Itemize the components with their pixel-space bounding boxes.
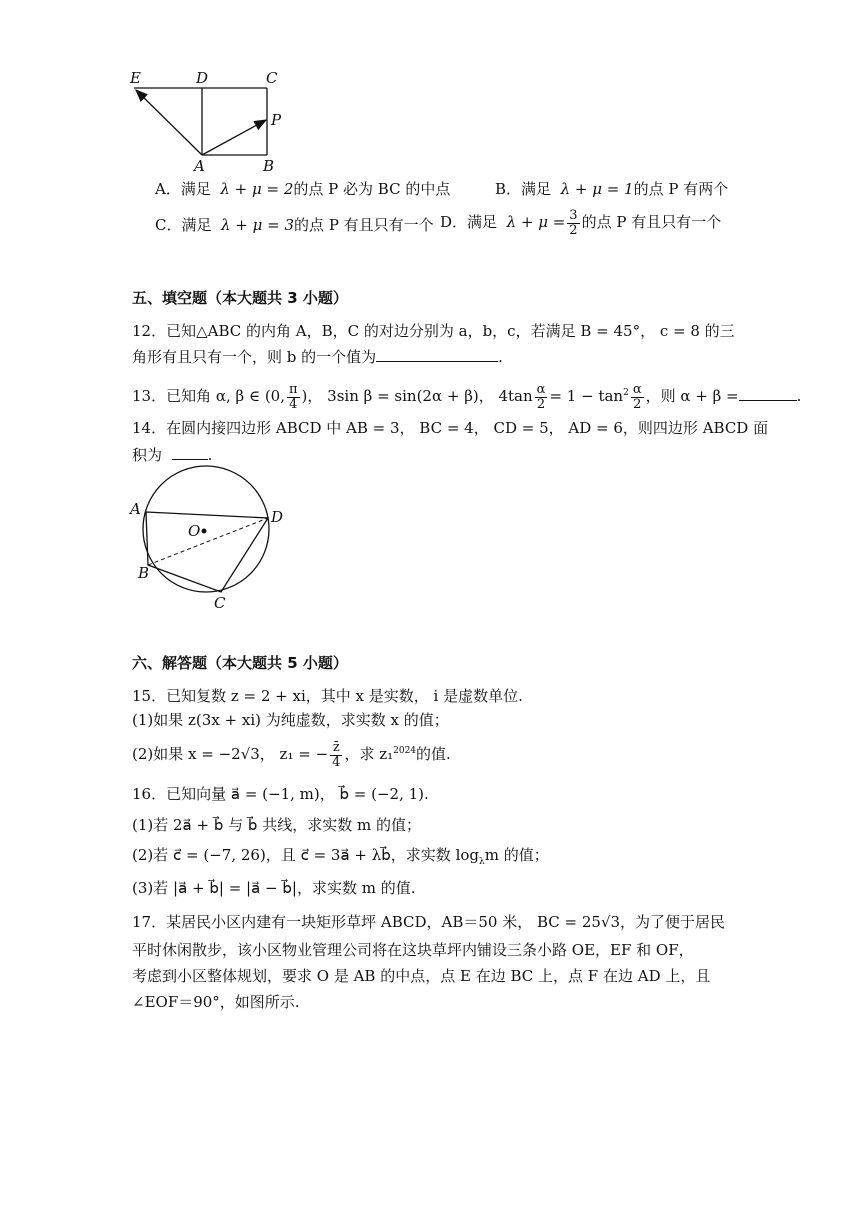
label-b: B bbox=[138, 564, 150, 582]
q16-line3: (2)若 c⃗ = (−7, 26)，且 c⃗ = 3a⃗ + λb⃗，求实数 $\log_\lambda m$ 的值； bbox=[132, 846, 549, 867]
cyclic-quadrilateral-figure bbox=[126, 464, 296, 614]
label-p: P bbox=[271, 111, 282, 129]
q15-line2: (1)如果 z(3x + xi) 为纯虚数，求实数 x 的值； bbox=[132, 711, 449, 729]
q11-option-a: A．满足 λ + μ = 2的点 P 必为 BC 的中点 bbox=[155, 180, 451, 198]
circumcircle bbox=[143, 466, 269, 592]
section-5-title: 五、填空题（本大题共 3 小题） bbox=[132, 289, 348, 307]
label-c: C bbox=[214, 594, 226, 612]
q16-line1: 16．已知向量 a⃗ = (−1, m)， b⃗ = (−2, 1). bbox=[132, 785, 429, 803]
label-b: B bbox=[263, 157, 275, 174]
vector-ap bbox=[202, 120, 266, 155]
label-a: A bbox=[130, 500, 141, 518]
q14-line1: 14．在圆内接四边形 ABCD 中 AB = 3， BC = 4， CD = 5， AD = 6，则四边形 ABCD 面 bbox=[132, 419, 769, 437]
answer-blank[interactable] bbox=[172, 443, 208, 460]
q12-line2: 角形有且只有一个，则 b 的一个值为 . bbox=[132, 345, 503, 367]
answer-blank[interactable] bbox=[739, 384, 797, 401]
label-d: D bbox=[271, 508, 284, 526]
q17-line1: 17．某居民小区内建有一块矩形草坪 ABCD，AB＝50 米， BC = 25√3，为了便于居民 bbox=[132, 913, 726, 931]
q16-line4: (3)若 |a⃗ + b⃗| = |a⃗ − b⃗|，求实数 m 的值. bbox=[132, 879, 416, 897]
label-o: O bbox=[188, 522, 201, 540]
q12-line1: 12．已知△ABC 的内角 A，B，C 的对边分别为 a，b，c，若满足 B = 45°， c = 8 的三 bbox=[132, 322, 735, 340]
label-c: C bbox=[266, 69, 278, 87]
q11-option-b: B．满足 λ + μ = 1的点 P 有两个 bbox=[495, 180, 729, 198]
q15-line1: 15．已知复数 z = 2 + xi，其中 x 是实数， i 是虚数单位. bbox=[132, 687, 523, 705]
label-d: D bbox=[196, 69, 209, 87]
q17-line2: 平时休闲散步，该小区物业管理公司将在这块草坪内铺设三条小路 OE，EF 和 OF， bbox=[132, 941, 694, 959]
label-e: E bbox=[130, 69, 141, 87]
vector-ae bbox=[136, 90, 202, 155]
vector-rectangle-figure bbox=[126, 68, 296, 174]
diagonal-bd bbox=[148, 518, 268, 565]
q14-line2: 积为 . bbox=[132, 443, 212, 465]
q16-line2: (1)若 2a⃗ + b⃗ 与 b⃗ 共线，求实数 m 的值； bbox=[132, 816, 421, 834]
center-dot bbox=[202, 529, 207, 534]
quadrilateral-abcd bbox=[146, 512, 268, 592]
q11-option-c: C．满足 λ + μ = 3的点 P 有且只有一个 bbox=[155, 216, 434, 234]
q11-option-d: D．满足 λ + μ = $\frac{3}{2}$ 的点 P 有且只有一个 bbox=[440, 207, 722, 238]
label-a: A bbox=[194, 157, 205, 174]
answer-blank[interactable] bbox=[376, 345, 498, 362]
section-6-title: 六、解答题（本大题共 5 小题） bbox=[132, 654, 348, 672]
q15-line3: (2)如果 x = −2√3， z₁ = − $\frac{z̄}{4}$ ，求 z₁$^{2024}$的值. bbox=[132, 739, 451, 770]
q17-line3: 考虑到小区整体规划，要求 O 是 AB 的中点，点 E 在边 BC 上，点 F 在边 AD 上，且 bbox=[132, 967, 711, 985]
q13: 13．已知角 α, β ∈ (0, $\frac{\pi}{4}$ )， 3sin β = sin(2α + β)， 4tan $\frac{\alpha}{2}$ = $1 - \tan^2$ $\frac{\alpha}{2}$ ，则 α + β = . bbox=[132, 381, 802, 412]
q17-line4: ∠EOF＝90°，如图所示. bbox=[132, 993, 300, 1011]
